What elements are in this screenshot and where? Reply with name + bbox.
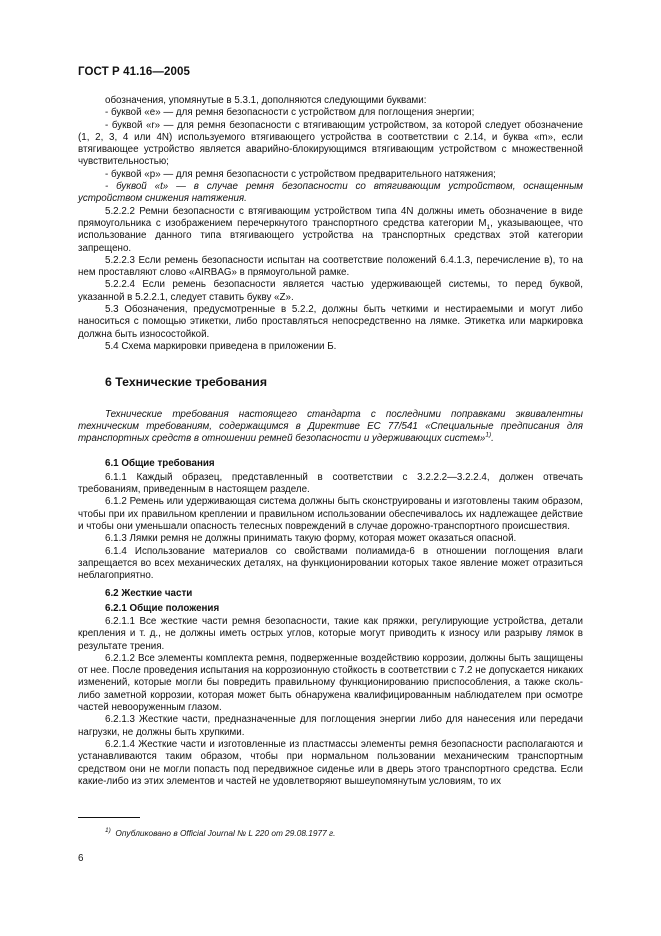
footnote-divider (78, 817, 140, 818)
paragraph: 6.1.1 Каждый образец, представленный в соответствии с 3.2.2.2—3.2.2.4, должен отвечать требованиям, приведенным в настоящем разделе. (78, 471, 583, 496)
document-body (78, 95, 583, 788)
paragraph: 6.1.4 Использование материалов со свойствами полиамида-6 в отношении поглощения влаги запрещается во всех механических деталях, на функционировании которых такое явление может отразиться неблагоприятно. (78, 545, 583, 582)
section-heading: 6 Технические требования (105, 375, 267, 390)
paragraph (78, 206, 583, 255)
page-number: 6 (78, 853, 84, 864)
footnote-text: Опубликовано в Official Journal № L 220 от 29.08.1977 г. (115, 828, 336, 838)
subsection-heading: 6.1 Общие требования (105, 458, 215, 470)
document-header: ГОСТ Р 41.16—2005 (78, 66, 190, 78)
paragraph: - буквой «e» — для ремня безопасности с устройством для поглощения энергии; (105, 107, 475, 119)
footnote-mark: 1) (105, 827, 111, 835)
paragraph: - буквой «p» — для ремня безопасности с устройством предварительного натяжения; (105, 168, 496, 180)
paragraph: обозначения, упомянутые в 5.3.1, дополняются следующими буквами: (105, 95, 427, 106)
paragraph: 5.4 Схема маркировки приведена в приложении Б. (105, 340, 337, 352)
paragraph: 6.2.1.4 Жесткие части и изготовленные из пластмассы элементы ремня безопасности располагаются и устанавливаются таким образом, чтобы при нормальном пользовании механическим транспортным средством они не могли попасть под передвижное сиденье или в дверь этого транспортного средства. Если какие-либо из этих элементов и частей не удовлетворяют вышеупомянутым условиям, то их (78, 738, 583, 787)
section-intro (78, 409, 583, 446)
subsection-heading: 6.2.1 Общие положения (105, 602, 220, 614)
paragraph: 6.1.2 Ремень или удерживающая система должны быть сконструированы и изготовлены таким образом, чтобы при их правильном креплении и правильном использовании обеспечивалось их надлежащее действие и чтобы они уменьшали опасность телесных повреждений в случае дорожно-транспортного происшествия. (78, 496, 583, 532)
paragraph: 6.2.1.1 Все жесткие части ремня безопасности, такие как пряжки, регулирующие устройства, детали крепления и т. д., не должны иметь острых углов, которые могут приводить к износу или разрыву лямок в результате трения. (78, 615, 583, 652)
paragraph-text: , указывающее, что использование данного типа втягивающего устройства на транспортных средствах этой категории запрещено. (78, 217, 584, 254)
footnote (105, 828, 335, 838)
paragraph: 5.2.2.4 Если ремень безопасности является частью удерживающей системы, то перед буквой, указанной в 5.2.2.1, следует ставить букву «Z». (78, 279, 583, 303)
paragraph: 6.2.1.3 Жесткие части, предназначенные для поглощения энергии либо для нанесения или передачи нагрузки, не должны быть хрупкими. (78, 714, 583, 738)
subsection-heading: 6.2 Жесткие части (105, 588, 193, 600)
subscript: 1 (486, 223, 491, 231)
paragraph-text: 5.2.2.2 Ремни безопасности с втягивающим устройством типа 4N должны иметь обозначение в виде прямоугольника с изображением перечеркнутого транспортного средства категории M (78, 205, 583, 229)
paragraph: - буквой «t» — в случае ремня безопасности со втягивающим устройством, оснащенным устройством снижения натяжения. (78, 181, 583, 205)
paragraph-text: . (491, 433, 494, 445)
footnote-ref: 1) (485, 431, 492, 439)
paragraph: 5.3 Обозначения, предусмотренные в 5.2.2, должны быть четкими и нестираемыми и могут либо наноситься с помощью этикетки, либо проставляться непосредственно на лямке. Этикетка или маркировка должна быть износостойкой. (78, 304, 583, 340)
paragraph: 5.2.2.3 Если ремень безопасности испытан на соответствие положений 6.4.1.3, перечисление в), то на нем проставляют слово «AIRBAG» в прямоугольной рамке. (78, 254, 583, 279)
paragraph: - буквой «r» — для ремня безопасности с втягивающим устройством, за которой следует обозначение (1, 2, 3, 4 или 4N) используемого втягивающего устройства в соответствии с 2.14, и буква «m», если втягивающее устройство является аварийно-блокирующимся втягивающим устройством с множественной чувствительностью; (78, 119, 583, 168)
paragraph: 6.1.3 Лямки ремня не должны принимать такую форму, которая может оказаться опасной. (105, 533, 517, 545)
paragraph-text: Технические требования настоящего стандарта с последними поправками эквивалентны техническим требованиям, содержащимся в Директиве ЕС 77/541 «Специальные предписания для транспортных средств в отношении ремней безопасности и удерживающих систем» (78, 408, 583, 445)
paragraph: 6.2.1.2 Все элементы комплекта ремня, подверженные воздействию коррозии, должны быть защищены от нее. После проведения испытания на коррозионную стойкость в соответствии с 7.2 не допускается никаких изменений, которые могли бы повредить правильному функционированию приспособления, а также сколь-либо заметной коррозии, которая может быть обнаружена квалифицированным наблюдателем при осмотре частей невооруженным глазом. (78, 652, 583, 714)
